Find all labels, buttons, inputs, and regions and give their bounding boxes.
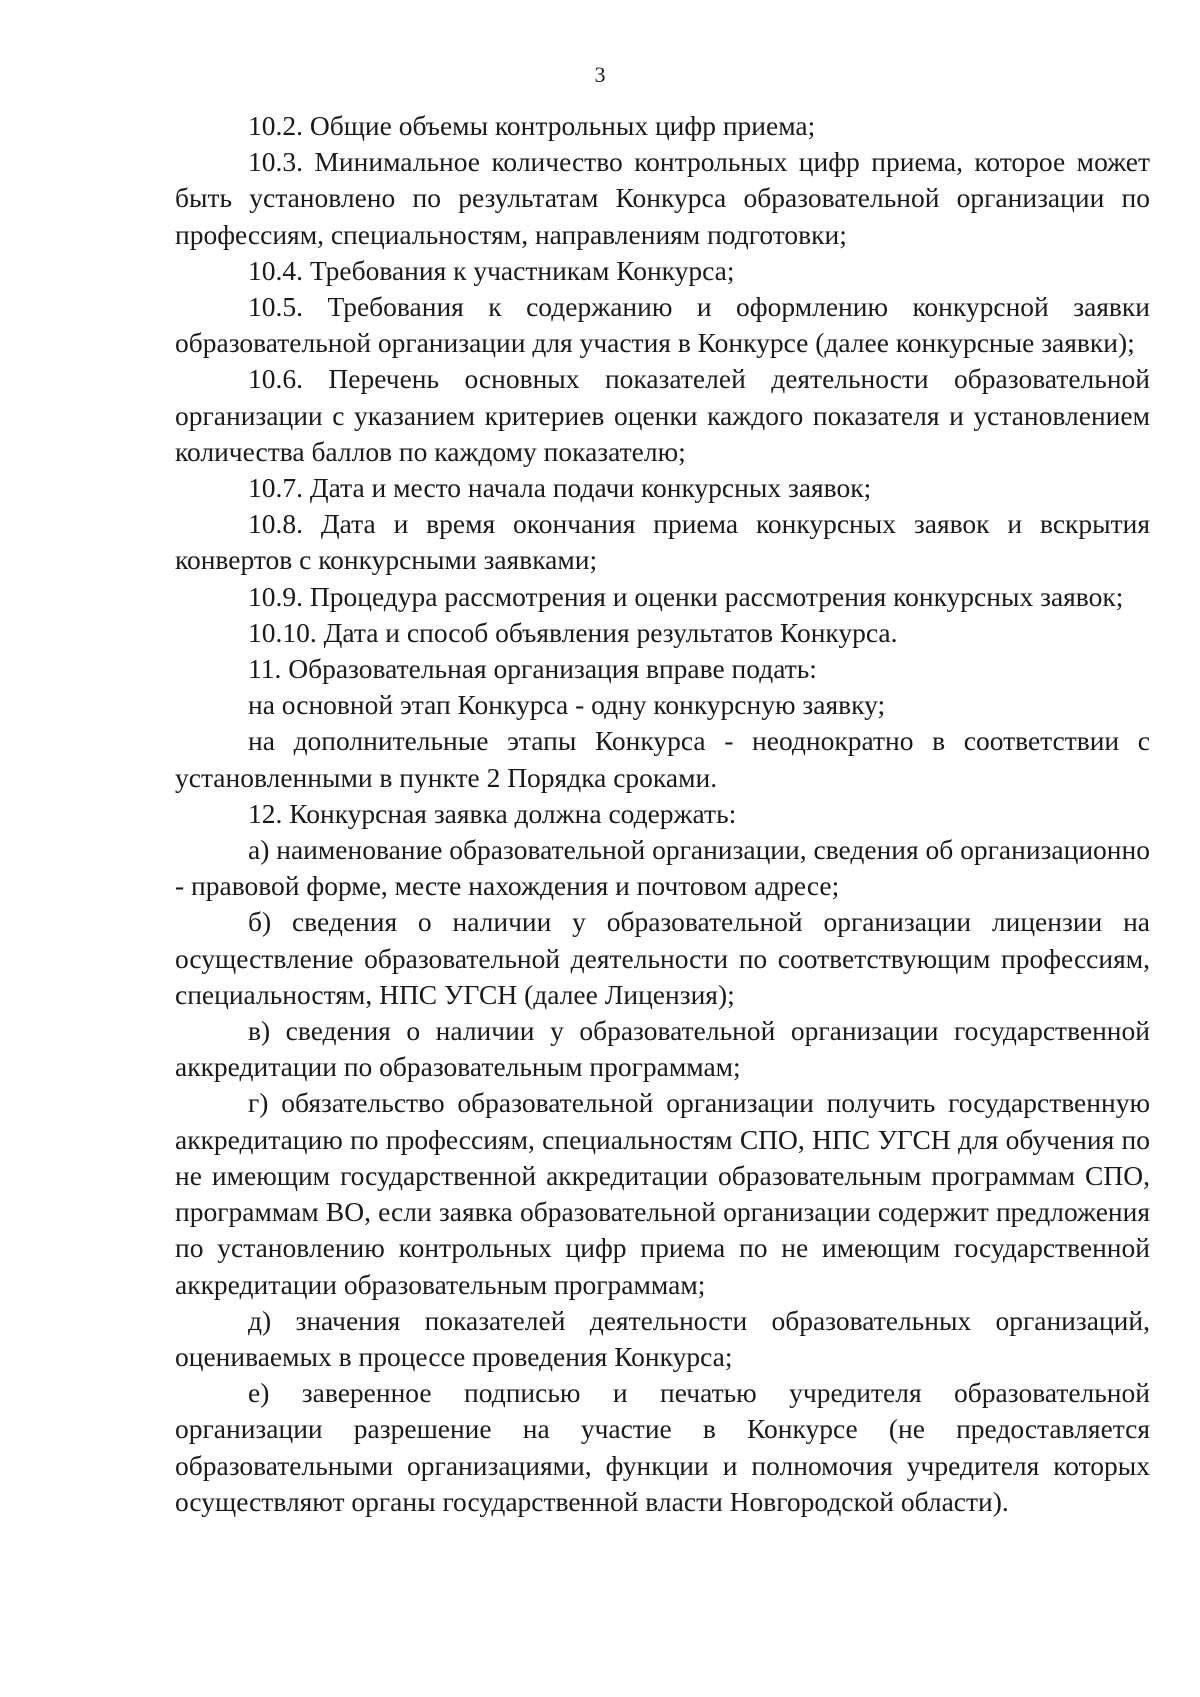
- paragraph: 10.5. Требования к содержанию и оформлению конкурсной заявки образовательной организации для участия в Конкурсе (далее конкурсные заявки);: [175, 291, 1150, 359]
- paragraph: 10.4. Требования к участникам Конкурса;: [248, 254, 735, 286]
- paragraph: 11. Образовательная организация вправе подать:: [248, 653, 817, 685]
- paragraph: 10.2. Общие объемы контрольных цифр приема;: [248, 110, 816, 141]
- paragraph: 10.7. Дата и место начала подачи конкурсных заявок;: [248, 472, 872, 504]
- page-number: 3: [594, 62, 606, 87]
- document-body: [175, 108, 1150, 1520]
- paragraph: на основной этап Конкурса - одну конкурсную заявку;: [248, 689, 886, 721]
- paragraph: в) сведения о наличии у образовательной организации государственной аккредитации по образовательным программам;: [175, 1015, 1150, 1083]
- paragraph: 12. Конкурсная заявка должна содержать:: [248, 797, 737, 829]
- paragraph: е) заверенное подписью и печатью учредителя образовательной организации разрешение на участие в Конкурсе (не предоставляется образовательными организациями, функции и полномочия учредителя которых осуществляют органы государственной власти Новгородской области).: [175, 1377, 1150, 1517]
- paragraph: а) наименование образовательной организации, сведения об организационно - правовой форме, месте нахождения и почтовом адресе;: [175, 834, 1150, 902]
- paragraph: г) обязательство образовательной организации получить государственную аккредитацию по профессиям, специальностям СПО, НПС УГСН для обучения по не имеющим государственной аккредитации образовательным программам СПО, программам ВО, если заявка образовательной организации содержит предложения по установлению контрольных цифр приема по не имеющим государственной аккредитации образовательным программам;: [175, 1087, 1150, 1300]
- paragraph: 10.9. Процедура рассмотрения и оценки рассмотрения конкурсных заявок;: [248, 580, 1124, 612]
- paragraph: на дополнительные этапы Конкурса - неоднократно в соответствии с установленными в пункте 2 Порядка сроками.: [175, 725, 1150, 793]
- paragraph: д) значения показателей деятельности образовательных организаций, оцениваемых в процессе проведения Конкурса;: [175, 1304, 1150, 1372]
- paragraph: 10.3. Минимальное количество контрольных цифр приема, которое может быть установлено по результатам Конкурса образовательной организации по профессиям, специальностям, направлениям подготовки;: [175, 146, 1150, 250]
- paragraph: б) сведения о наличии у образовательной организации лицензии на осуществление образовательной деятельности по соответствующим профессиям, специальностям, НПС УГСН (далее Лицензия);: [175, 906, 1150, 1010]
- paragraph: 10.8. Дата и время окончания приема конкурсных заявок и вскрытия конвертов с конкурсными заявками;: [175, 508, 1150, 576]
- paragraph: 10.6. Перечень основных показателей деятельности образовательной организации с указанием критериев оценки каждого показателя и установлением количества баллов по каждому показателю;: [175, 363, 1150, 467]
- paragraph: 10.10. Дата и способ объявления результатов Конкурса.: [248, 616, 898, 648]
